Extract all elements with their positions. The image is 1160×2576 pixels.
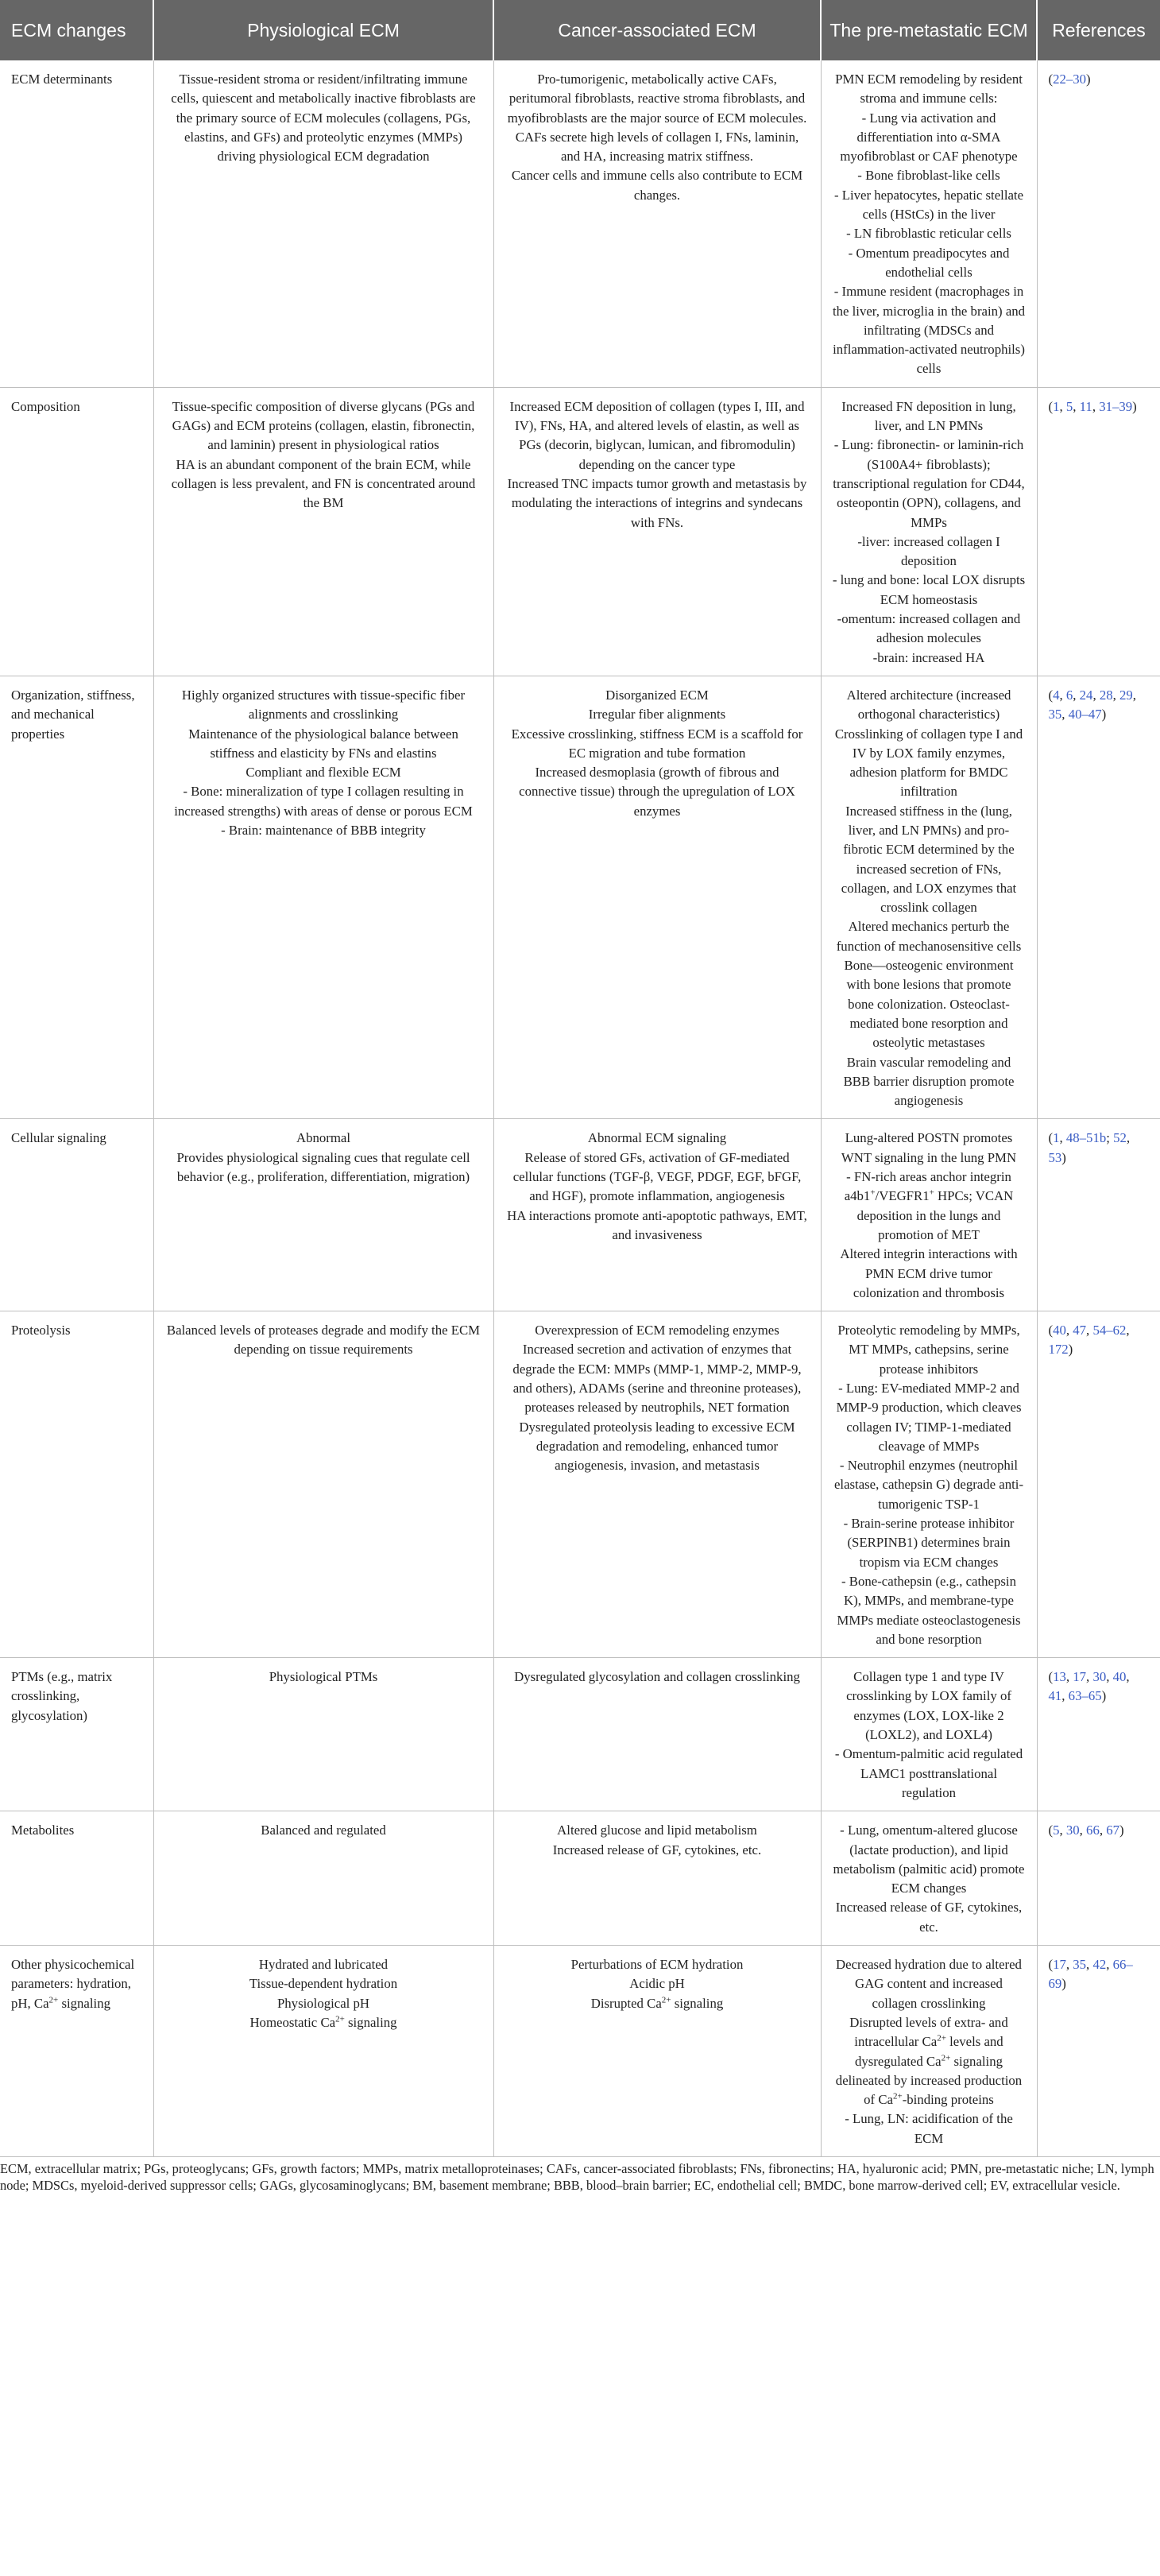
cancer-associated-line: CAFs secrete high levels of collagen I, FNs, laminin, and HA, increasing matrix stiffness. (515, 129, 799, 165)
reference-punctuation: , (1065, 1323, 1073, 1338)
ecm-change-cell (0, 1811, 153, 1946)
cancer-associated-line: Perturbations of ECM hydration (570, 1957, 744, 1973)
header-pre-metastatic-ecm: The pre-metastatic ECM (821, 0, 1037, 60)
pre-metastatic-line: - Omentum preadipocytes and endothelial cells (848, 245, 1010, 280)
ecm-change-cell (0, 60, 153, 387)
pre-metastatic-cell (821, 1811, 1037, 1946)
reference-link[interactable]: 11 (1079, 398, 1092, 414)
reference-punctuation: ) (1132, 398, 1137, 414)
physiological-line: - Bone: mineralization of type I collagen resulting in increased strengths) with areas of dense or porous ECM (174, 784, 473, 819)
references-cell (1037, 60, 1160, 387)
pre-metastatic-line: - Liver hepatocytes, hepatic stellate cells (HStCs) in the liver (833, 187, 1024, 223)
pre-metastatic-line: Collagen type 1 and type IV crosslinking by LOX family of enzymes (LOX, LOX-like 2 (LOXL2), and LOXL4) (846, 1669, 1011, 1743)
cancer-associated-line: Dysregulated proteolysis leading to excessive ECM degradation and remodeling, enhanced tumor angiogenesis, invasion, and metastasis (519, 1419, 795, 1474)
reference-link[interactable]: 54–62 (1092, 1323, 1127, 1338)
cancer-associated-line: Pro-tumorigenic, metabolically active CAFs, peritumoral fibroblasts, reactive stroma fibroblasts, and myofibroblasts are the major source of ECM molecules. (507, 72, 807, 126)
header-row (0, 0, 1160, 60)
physiological-cell (153, 676, 493, 1119)
reference-punctuation: ) (1086, 72, 1091, 87)
cancer-associated-line: Abnormal ECM signaling (587, 1130, 727, 1146)
reference-link[interactable]: 17 (1073, 1669, 1087, 1685)
physiological-cell (153, 60, 493, 387)
reference-punctuation: , (1073, 398, 1080, 414)
cancer-associated-cell (493, 60, 821, 387)
cancer-associated-line: Increased ECM deposition of collagen (types I, III, and IV), FNs, HA, and altered levels of elastin, as well as PGs (decorin, biglycan, lumican, and fibromodulin) depending on the cancer type (509, 398, 805, 472)
pre-metastatic-line: Altered architecture (increased orthogonal characteristics) (846, 687, 1011, 722)
pre-metastatic-line: PMN ECM remodeling by resident stroma and immune cells: (835, 72, 1023, 107)
reference-punctuation: ( (1048, 72, 1054, 87)
physiological-cell (153, 1658, 493, 1811)
references-cell (1037, 1946, 1160, 2157)
physiological-line: Compliant and flexible ECM (246, 765, 401, 781)
physiological-cell (153, 387, 493, 676)
reference-link[interactable]: 22–30 (1053, 72, 1087, 87)
reference-link[interactable]: 5 (1053, 1823, 1060, 1838)
physiological-line: Tissue-resident stroma or resident/infiltrating immune cells, quiescent and metabolically inactive fibroblasts are the primary source of ECM molecules (collagens, PGs, elastins, and GFs) and proteolytic enzymes (MMPs) driving physiological ECM degradation (171, 72, 476, 165)
reference-punctuation: , (1126, 1130, 1131, 1146)
reference-punctuation: , (1059, 398, 1066, 414)
reference-punctuation: , (1059, 1823, 1066, 1838)
references-cell (1037, 1311, 1160, 1658)
reference-punctuation: , (1086, 1957, 1093, 1973)
reference-link[interactable]: 4 (1053, 687, 1060, 703)
physiological-cell (153, 1119, 493, 1311)
cancer-associated-line: Cancer cells and immune cells also contribute to ECM changes. (511, 168, 803, 203)
physiological-line: Highly organized structures with tissue-specific fiber alignments and crosslinking (181, 687, 466, 722)
reference-punctuation: ( (1048, 687, 1054, 703)
reference-link[interactable]: 53 (1048, 1149, 1062, 1165)
reference-link[interactable]: 40 (1053, 1323, 1066, 1338)
reference-link[interactable]: 66–69 (1048, 1957, 1133, 1992)
pre-metastatic-line: Increased stiffness in the (lung, liver, and LN PMNs) and pro-fibrotic ECM determined by the increased secretion of FNs, collagen, and LOX enzymes that crosslink collagen (841, 803, 1017, 916)
physiological-cell (153, 1311, 493, 1658)
pre-metastatic-cell (821, 1658, 1037, 1811)
pre-metastatic-line: Disrupted levels of extra- and intracellular $Ca^{2+}$ levels and dysregulated $Ca^{2+}$ signaling delineated by increased production of $Ca^{2+}$-binding proteins (835, 2014, 1023, 2108)
pre-metastatic-cell (821, 1946, 1037, 2157)
table-row (0, 1311, 1160, 1658)
reference-punctuation: ( (1048, 1957, 1054, 1973)
references-cell (1037, 676, 1160, 1119)
cancer-associated-line: Excessive crosslinking, stiffness ECM is a scaffold for EC migration and tube formation (511, 726, 803, 761)
reference-link[interactable]: 1 (1053, 398, 1060, 414)
reference-link[interactable]: 5 (1065, 398, 1073, 414)
header-references: References (1037, 0, 1160, 60)
pre-metastatic-line: - Lung via activation and differentiation into α-SMA myofibroblast or CAF phenotype (840, 110, 1018, 165)
pre-metastatic-cell (821, 1311, 1037, 1658)
pre-metastatic-line: Bone—osteogenic environment with bone lesions that promote bone colonization. Osteoclast-mediated bone resorption and osteolytic metastases (844, 958, 1014, 1051)
reference-punctuation: , (1099, 1823, 1107, 1838)
pre-metastatic-line: - FN-rich areas anchor integrin a4b1+/VEGFR1+ HPCs; VCAN deposition in the lungs and promotion of MET (844, 1169, 1014, 1242)
pre-metastatic-line: - Lung: EV-mediated MMP-2 and MMP-9 production, which cleaves collagen IV; TIMP-1-mediated cleavage of MMPs (836, 1381, 1022, 1454)
reference-link[interactable]: 63–65 (1068, 1688, 1102, 1704)
pre-metastatic-line: Decreased hydration due to altered GAG content and increased collagen crosslinking (836, 1957, 1022, 2011)
physiological-line: Homeostatic $Ca^{2+}$ signaling (249, 2014, 397, 2030)
reference-link[interactable]: 42 (1092, 1957, 1107, 1973)
pre-metastatic-line: - Immune resident (macrophages in the liver, microglia in the brain) and infiltrating (MDSCs and inflammation-activated neutrophils) cells (832, 284, 1026, 377)
pre-metastatic-line: - LN fibroblastic reticular cells (846, 226, 1011, 242)
cancer-associated-line: Increased secretion and activation of enzymes that degrade the ECM: MMPs (MMP-1, MMP-2, MMP-9, and others), ADAMs (serine and threonine proteases), proteases released by neutrophils, NET formation (512, 1342, 802, 1416)
cancer-associated-cell (493, 1311, 821, 1658)
table-row (0, 60, 1160, 387)
physiological-line: Physiological pH (276, 1995, 370, 2011)
header-physiological-ecm: Physiological ECM (153, 0, 493, 60)
cancer-associated-line: Acidic pH (629, 1976, 685, 1992)
reference-punctuation: ) (1061, 1149, 1066, 1165)
physiological-cell (153, 1811, 493, 1946)
table-row (0, 387, 1160, 676)
cancer-associated-line: Altered glucose and lipid metabolism (557, 1823, 757, 1838)
physiological-line: Tissue-specific composition of diverse glycans (PGs and GAGs) and ECM proteins (collagen, elastin, fibronectin, and laminin) present in physiological ratios (172, 398, 475, 453)
reference-punctuation: ) (1068, 1342, 1073, 1358)
pre-metastatic-line: - Brain-serine protease inhibitor (SERPINB1) determines brain tropism via ECM changes (843, 1516, 1015, 1570)
pre-metastatic-line: Proteolytic remodeling by MMPs, MT MMPs, cathepsins, serine protease inhibitors (837, 1323, 1020, 1377)
pre-metastatic-line: -liver: increased collagen I deposition (857, 533, 1000, 569)
reference-punctuation: , (1086, 1323, 1093, 1338)
reference-punctuation: , (1132, 687, 1136, 703)
reference-link[interactable]: 17 (1053, 1957, 1066, 1973)
ecm-change-line: Other physicochemical parameters: hydration, pH, $Ca^{2+}$ signaling (11, 1957, 135, 2011)
table-header (0, 0, 1160, 60)
reference-punctuation: , (1086, 1669, 1093, 1685)
reference-punctuation: ( (1048, 398, 1054, 414)
table-row (0, 1658, 1160, 1811)
header-cancer-associated-ecm: Cancer-associated ECM (493, 0, 821, 60)
reference-link[interactable]: 35 (1073, 1957, 1087, 1973)
reference-link[interactable]: 31–39 (1099, 398, 1133, 414)
ecm-change-line: Metabolites (11, 1823, 75, 1838)
ecm-change-cell (0, 1946, 153, 2157)
ecm-change-line: ECM determinants (11, 72, 113, 87)
reference-link[interactable]: 66 (1086, 1823, 1100, 1838)
ecm-change-line: Cellular signaling (11, 1130, 106, 1146)
table-row (0, 1946, 1160, 2157)
ecm-change-line: Proteolysis (11, 1323, 71, 1338)
pre-metastatic-line: - Bone fibroblast-like cells (857, 168, 1000, 184)
physiological-line: Hydrated and lubricated (258, 1957, 389, 1973)
reference-punctuation: , (1061, 707, 1069, 722)
cancer-associated-line: Increased release of GF, cytokines, etc. (552, 1842, 762, 1857)
reference-link[interactable]: 30 (1065, 1823, 1080, 1838)
cancer-associated-line: Disrupted $Ca^{2+}$ signaling (590, 1995, 724, 2011)
reference-punctuation: ) (1101, 707, 1107, 722)
pre-metastatic-cell (821, 60, 1037, 387)
reference-punctuation: ) (1119, 1823, 1124, 1838)
cancer-associated-cell (493, 1811, 821, 1946)
physiological-cell (153, 1946, 493, 2157)
ecm-change-line: Organization, stiffness, and mechanical properties (11, 687, 135, 742)
reference-link[interactable]: 29 (1119, 687, 1133, 703)
reference-punctuation: , (1079, 1823, 1087, 1838)
reference-punctuation: ( (1048, 1823, 1054, 1838)
references-cell (1037, 1119, 1160, 1311)
physiological-line: Physiological PTMs (269, 1669, 378, 1685)
reference-punctuation: , (1106, 1669, 1113, 1685)
ecm-change-cell (0, 676, 153, 1119)
table-row (0, 676, 1160, 1119)
cancer-associated-cell (493, 1946, 821, 2157)
reference-punctuation: ; (1106, 1130, 1114, 1146)
cancer-associated-line: Increased TNC impacts tumor growth and metastasis by modulating the interactions of integrins and syndecans with FNs. (507, 475, 807, 530)
reference-link[interactable]: 30 (1092, 1669, 1107, 1685)
references-cell (1037, 1658, 1160, 1811)
header-ecm-changes: ECM changes (0, 0, 153, 60)
references-cell (1037, 387, 1160, 676)
physiological-line: Balanced and regulated (261, 1823, 386, 1838)
cancer-associated-cell (493, 1119, 821, 1311)
reference-punctuation: ( (1048, 1669, 1054, 1685)
reference-punctuation: ) (1061, 1976, 1066, 1992)
physiological-line: Maintenance of the physiological balance between stiffness and elasticity by FNs and elastins (188, 726, 458, 761)
pre-metastatic-line: Altered mechanics perturb the function of mechanosensitive cells (836, 919, 1022, 954)
pre-metastatic-line: - lung and bone: local LOX disrupts ECM homeostasis (832, 572, 1026, 607)
physiological-line: Balanced levels of proteases degrade and modify the ECM depending on tissue requirements (166, 1323, 481, 1358)
reference-link[interactable]: 52 (1113, 1130, 1127, 1146)
reference-punctuation: , (1059, 1130, 1066, 1146)
ecm-change-cell (0, 1658, 153, 1811)
cancer-associated-cell (493, 387, 821, 676)
reference-punctuation: , (1092, 687, 1100, 703)
reference-link[interactable]: 41 (1048, 1688, 1062, 1704)
pre-metastatic-line: - Lung, LN: acidification of the ECM (845, 2111, 1013, 2146)
ecm-change-cell (0, 1311, 153, 1658)
pre-metastatic-line: - Lung: fibronectin- or laminin-rich (S100A4+ fibroblasts); transcriptional regulation for CD44, osteopontin (OPN), collagens, and MMPs (833, 437, 1025, 530)
cancer-associated-line: HA interactions promote anti-apoptotic pathways, EMT, and invasiveness (507, 1207, 807, 1242)
table-row (0, 1811, 1160, 1946)
reference-punctuation: , (1106, 1957, 1113, 1973)
cancer-associated-line: Release of stored GFs, activation of GF-mediated cellular functions (TGF-β, VEGF, PDGF, EGF, bFGF, and HGF), promote inflammation, angiogenesis (512, 1149, 802, 1204)
reference-punctuation: , (1092, 398, 1100, 414)
table-row (0, 1119, 1160, 1311)
pre-metastatic-line: -brain: increased HA (872, 649, 985, 665)
cancer-associated-line: Disorganized ECM (605, 687, 709, 703)
reference-link[interactable]: 24 (1079, 687, 1093, 703)
pre-metastatic-line: - Neutrophil enzymes (neutrophil elastase, cathepsin G) degrade anti-tumorigenic TSP-1 (833, 1458, 1024, 1512)
reference-link[interactable]: 47 (1073, 1323, 1087, 1338)
reference-link[interactable]: 13 (1053, 1669, 1066, 1685)
reference-punctuation: , (1073, 687, 1080, 703)
reference-punctuation: ( (1048, 1130, 1054, 1146)
table-body (0, 60, 1160, 2156)
pre-metastatic-line: Increased release of GF, cytokines, etc. (835, 1900, 1023, 1935)
pre-metastatic-line: -omentum: increased collagen and adhesion molecules (837, 611, 1021, 646)
physiological-line: Abnormal (296, 1130, 351, 1146)
pre-metastatic-line: Increased FN deposition in lung, liver, and LN PMNs (841, 398, 1016, 434)
pre-metastatic-line: Crosslinking of collagen type I and IV by LOX family enzymes, adhesion platform for BMDC infiltration (834, 726, 1023, 800)
references-cell (1037, 1811, 1160, 1946)
pre-metastatic-line: - Omentum-palmitic acid regulated LAMC1 posttranslational regulation (834, 1746, 1023, 1800)
physiological-line: Provides physiological signaling cues that regulate cell behavior (e.g., proliferation, differentiation, migration) (176, 1149, 470, 1185)
pre-metastatic-line: - Bone-cathepsin (e.g., cathepsin K), MMPs, and membrane-type MMPs mediate osteoclastogenesis and bone resorption (837, 1573, 1021, 1647)
reference-punctuation: , (1065, 1669, 1073, 1685)
reference-punctuation: ) (1101, 1688, 1107, 1704)
reference-link[interactable]: 1 (1053, 1130, 1060, 1146)
pre-metastatic-cell (821, 387, 1037, 676)
reference-punctuation: , (1059, 687, 1066, 703)
cancer-associated-line: Increased desmoplasia (growth of fibrous and connective tissue) through the upregulation of LOX enzymes (519, 765, 795, 819)
cancer-associated-cell (493, 676, 821, 1119)
table-footnote: ECM, extracellular matrix; PGs, proteoglycans; GFs, growth factors; MMPs, matrix metalloproteinases; CAFs, cancer-associated fibroblasts; FNs, fibronectins; HA, hyaluronic acid; PMN, pre-metastatic niche; LN, lymph node; MDSCs, myeloid-derived suppressor cells; GAGs, glycosaminoglycans; BM, basement membrane; BBB, blood–brain barrier; EC, endothelial cell; BMDC, bone marrow-derived cell; EV, extracellular vesicle. (0, 2160, 1154, 2193)
reference-punctuation: , (1126, 1323, 1130, 1338)
reference-link[interactable]: 67 (1106, 1823, 1119, 1838)
ecm-change-cell (0, 1119, 153, 1311)
cancer-associated-line: Irregular fiber alignments (588, 707, 726, 722)
pre-metastatic-line: Lung-altered POSTN promotes WNT signaling in the lung PMN (841, 1130, 1017, 1165)
ecm-change-line: PTMs (e.g., matrix crosslinking, glycosylation) (11, 1669, 113, 1723)
ecm-change-line: Composition (11, 398, 80, 414)
pre-metastatic-line: Altered integrin interactions with PMN ECM drive tumor colonization and thrombosis (840, 1246, 1018, 1300)
cancer-associated-line: Overexpression of ECM remodeling enzymes (535, 1323, 779, 1338)
physiological-line: HA is an abundant component of the brain ECM, while collagen is less prevalent, and FN is concentrated around the BM (171, 456, 476, 511)
reference-punctuation: , (1112, 687, 1119, 703)
reference-punctuation: ( (1048, 1323, 1054, 1338)
reference-punctuation: , (1061, 1688, 1069, 1704)
pre-metastatic-line: - Lung, omentum-altered glucose (lactate production), and lipid metabolism (palmitic acid) promote ECM changes (833, 1823, 1025, 1896)
physiological-line: Tissue-dependent hydration (249, 1976, 398, 1992)
ecm-change-cell (0, 387, 153, 676)
physiological-line: - Brain: maintenance of BBB integrity (221, 822, 426, 838)
reference-link[interactable]: 172 (1048, 1342, 1069, 1358)
reference-link[interactable]: 28 (1099, 687, 1113, 703)
reference-link[interactable]: 6 (1065, 687, 1073, 703)
cancer-associated-line: Dysregulated glycosylation and collagen crosslinking (514, 1669, 800, 1685)
pre-metastatic-line: Brain vascular remodeling and BBB barrier disruption promote angiogenesis (843, 1054, 1015, 1109)
reference-punctuation: , (1126, 1669, 1130, 1685)
pre-metastatic-cell (821, 676, 1037, 1119)
cancer-associated-cell (493, 1658, 821, 1811)
reference-punctuation: , (1065, 1957, 1073, 1973)
reference-link[interactable]: 40 (1112, 1669, 1127, 1685)
reference-link[interactable]: 40–47 (1068, 707, 1102, 722)
pre-metastatic-cell (821, 1119, 1037, 1311)
reference-link[interactable]: 48–51b (1065, 1130, 1107, 1146)
reference-link[interactable]: 35 (1048, 707, 1062, 722)
